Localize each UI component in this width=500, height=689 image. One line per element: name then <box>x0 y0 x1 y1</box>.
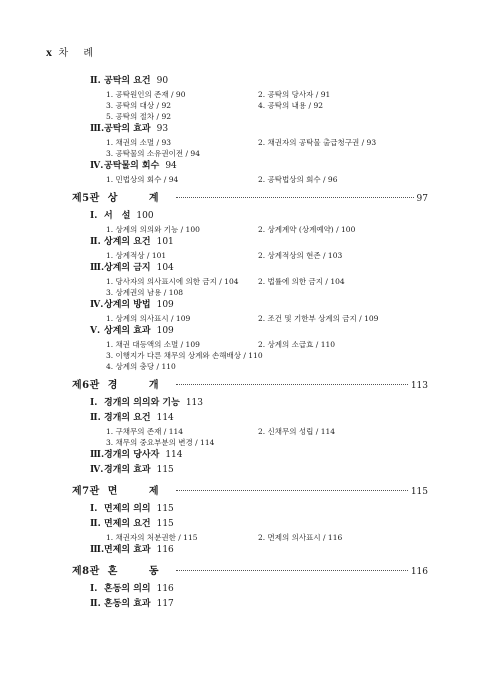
section-heading <box>90 502 428 517</box>
subsection-list <box>106 174 428 185</box>
dot-leader <box>176 384 408 385</box>
page-roman-numeral: x <box>46 45 53 59</box>
subsection-row <box>106 174 428 185</box>
running-head <box>46 44 99 60</box>
subsection-row <box>106 339 428 350</box>
subsection-item: 3. 상계권의 남용 / 108 <box>106 288 184 297</box>
section-number: Ⅰ. <box>90 211 98 221</box>
section-page: 116 <box>156 545 174 555</box>
subsection-item: 2. 법률에 의한 금지 / 104 <box>258 277 345 286</box>
dot-leader <box>176 490 408 491</box>
chapter-title: 경 개 <box>107 380 173 391</box>
section-page: 115 <box>156 504 174 514</box>
section-title: 혼동의 효과 <box>104 599 151 609</box>
subsection-row <box>106 313 428 324</box>
section-number: Ⅰ. <box>90 398 98 408</box>
subsection-item: 2. 상계의 소급효 / 110 <box>258 340 336 349</box>
chapter-page: 97 <box>416 194 428 204</box>
section-title: 면제의 요건 <box>104 519 151 529</box>
section-heading <box>90 396 428 411</box>
section-page: 116 <box>156 584 174 594</box>
subsection-row <box>106 276 428 287</box>
section-title: 상계의 방법 <box>104 300 151 310</box>
chapter-number: 제7관 <box>72 486 100 497</box>
subsection-list <box>106 339 428 372</box>
dot-leader <box>176 197 414 198</box>
chapter-title: 면 제 <box>107 486 173 497</box>
subsection-list <box>106 137 428 159</box>
section-heading <box>90 411 428 426</box>
section-heading <box>90 324 428 339</box>
section-page: 104 <box>156 263 174 273</box>
subsection-item: 2. 상계적상의 현존 / 103 <box>258 251 343 260</box>
section-number: Ⅲ. <box>90 450 105 460</box>
subsection-row <box>106 426 428 437</box>
subsection-row <box>106 437 428 448</box>
section-number: Ⅲ. <box>90 124 105 134</box>
subsection-item: 2. 상계계약 (상계예약) / 100 <box>258 225 356 234</box>
section-number: Ⅱ. <box>90 599 101 609</box>
subsection-row <box>106 148 428 159</box>
subsection-list <box>106 89 428 122</box>
subsection-item: 3. 공탁물의 소유권이전 / 94 <box>106 149 200 158</box>
section-heading <box>90 209 428 224</box>
section-heading <box>90 235 428 250</box>
chapter-heading <box>72 564 428 580</box>
subsection-list <box>106 224 428 235</box>
subsection-item: 1. 민법상의 회수 / 94 <box>106 175 179 184</box>
subsection-item: 3. 채무의 중요부분의 변경 / 114 <box>106 438 215 447</box>
section-number: Ⅱ. <box>90 413 101 423</box>
section-title: 면제의 의의 <box>104 504 151 514</box>
subsection-row <box>106 250 428 261</box>
chapter-title: 상 계 <box>107 193 173 204</box>
chapter-heading <box>72 191 428 207</box>
section-title: 경개의 효과 <box>104 465 151 475</box>
section-number: Ⅰ. <box>90 504 98 514</box>
subsection-item: 1. 공탁원인의 존재 / 90 <box>106 90 186 99</box>
section-number: Ⅰ. <box>90 584 98 594</box>
subsection-item: 1. 채권자의 처분권한 / 115 <box>106 533 198 542</box>
section-page: 100 <box>136 211 154 221</box>
section-title: 상계의 효과 <box>104 326 151 336</box>
section-heading <box>90 448 428 463</box>
section-number: Ⅴ. <box>90 326 101 336</box>
section-title: 공탁의 요건 <box>104 76 151 86</box>
table-of-contents <box>72 74 428 612</box>
subsection-row <box>106 89 428 100</box>
subsection-list <box>106 313 428 324</box>
section-heading <box>90 517 428 532</box>
running-head-title: 차 례 <box>58 48 99 59</box>
section-title: 경개의 의의와 기능 <box>104 398 180 408</box>
section-number: Ⅲ. <box>90 545 105 555</box>
section-heading <box>90 597 428 612</box>
section-number: Ⅱ. <box>90 237 101 247</box>
section-heading <box>90 463 428 478</box>
subsection-item: 1. 채권 대등액의 소멸 / 109 <box>106 340 200 349</box>
dot-leader <box>176 570 408 571</box>
subsection-item: 2. 채권자의 공탁물 출급청구권 / 93 <box>258 138 377 147</box>
subsection-item: 3. 공탁의 대상 / 92 <box>106 101 171 110</box>
section-heading <box>90 298 428 313</box>
subsection-item: 2. 조건 및 기한부 상계의 금지 / 109 <box>258 314 379 323</box>
section-heading <box>90 159 428 174</box>
subsection-item: 2. 신채무의 성립 / 114 <box>258 427 336 436</box>
section-page: 90 <box>156 76 169 86</box>
subsection-item: 1. 상계의 의사표시 / 109 <box>106 314 191 323</box>
subsection-row <box>106 287 428 298</box>
section-title: 면제의 효과 <box>104 545 151 555</box>
section-page: 114 <box>165 450 183 460</box>
chapter-number: 제8관 <box>72 566 100 577</box>
subsection-list <box>106 250 428 261</box>
section-heading <box>90 74 428 89</box>
subsection-item: 1. 상계의 의의와 기능 / 100 <box>106 225 200 234</box>
section-number: Ⅳ. <box>90 300 104 310</box>
section-page: 94 <box>165 161 177 171</box>
subsection-item: 1. 당사자의 의사표시에 의한 금지 / 104 <box>106 277 239 286</box>
subsection-item: 1. 구채무의 존재 / 114 <box>106 427 184 436</box>
section-number: Ⅲ. <box>90 263 105 273</box>
subsection-item: 3. 이행지가 다른 채무의 상계와 손해배상 / 110 <box>106 351 263 360</box>
section-title: 서 설 <box>104 211 131 221</box>
section-page: 109 <box>156 300 174 310</box>
section-number: Ⅳ. <box>90 465 104 475</box>
subsection-row <box>106 111 428 122</box>
subsection-list <box>106 532 428 543</box>
section-page: 115 <box>156 465 174 475</box>
chapter-page: 113 <box>410 381 428 391</box>
chapter-number: 제5관 <box>72 193 100 204</box>
section-page: 93 <box>156 124 169 134</box>
subsection-row <box>106 100 428 111</box>
subsection-row <box>106 350 428 361</box>
section-heading <box>90 122 428 137</box>
section-number: Ⅱ. <box>90 519 101 529</box>
section-page: 109 <box>156 326 174 336</box>
section-page: 117 <box>156 599 174 609</box>
chapter-number: 제6관 <box>72 380 100 391</box>
section-heading <box>90 582 428 597</box>
chapter-page: 115 <box>410 487 428 497</box>
subsection-row <box>106 224 428 235</box>
subsection-item: 2. 공탁의 당사자 / 91 <box>258 90 331 99</box>
section-title: 상계의 요건 <box>104 237 151 247</box>
section-title: 공탁의 효과 <box>104 124 151 134</box>
section-page: 113 <box>185 398 204 408</box>
section-page: 114 <box>156 413 174 423</box>
subsection-item: 1. 채권의 소멸 / 93 <box>106 138 171 147</box>
section-number: Ⅱ. <box>90 76 101 86</box>
subsection-row <box>106 137 428 148</box>
section-number: Ⅳ. <box>90 161 104 171</box>
subsection-list <box>106 426 428 448</box>
chapter-heading <box>72 484 428 500</box>
subsection-row <box>106 532 428 543</box>
section-title: 공탁물의 회수 <box>104 161 160 171</box>
section-title: 혼동의 의의 <box>104 584 151 594</box>
chapter-title: 혼 동 <box>107 566 173 577</box>
section-title: 경개의 당사자 <box>104 450 160 460</box>
section-heading <box>90 543 428 558</box>
section-title: 경개의 요건 <box>104 413 151 423</box>
subsection-list <box>106 276 428 298</box>
section-page: 101 <box>156 237 174 247</box>
subsection-item: 5. 공탁의 절차 / 92 <box>106 112 171 121</box>
chapter-heading <box>72 378 428 394</box>
subsection-item: 1. 상계적상 / 101 <box>106 251 167 260</box>
subsection-item: 4. 상계의 충당 / 110 <box>106 362 176 371</box>
chapter-page: 116 <box>410 567 428 577</box>
subsection-item: 2. 면제의 의사표시 / 116 <box>258 533 343 542</box>
section-page: 115 <box>156 519 174 529</box>
section-heading <box>90 261 428 276</box>
subsection-item: 2. 공탁법상의 회수 / 96 <box>258 175 338 184</box>
section-title: 상계의 금지 <box>104 263 151 273</box>
subsection-row <box>106 361 428 372</box>
subsection-item: 4. 공탁의 내용 / 92 <box>258 101 323 110</box>
